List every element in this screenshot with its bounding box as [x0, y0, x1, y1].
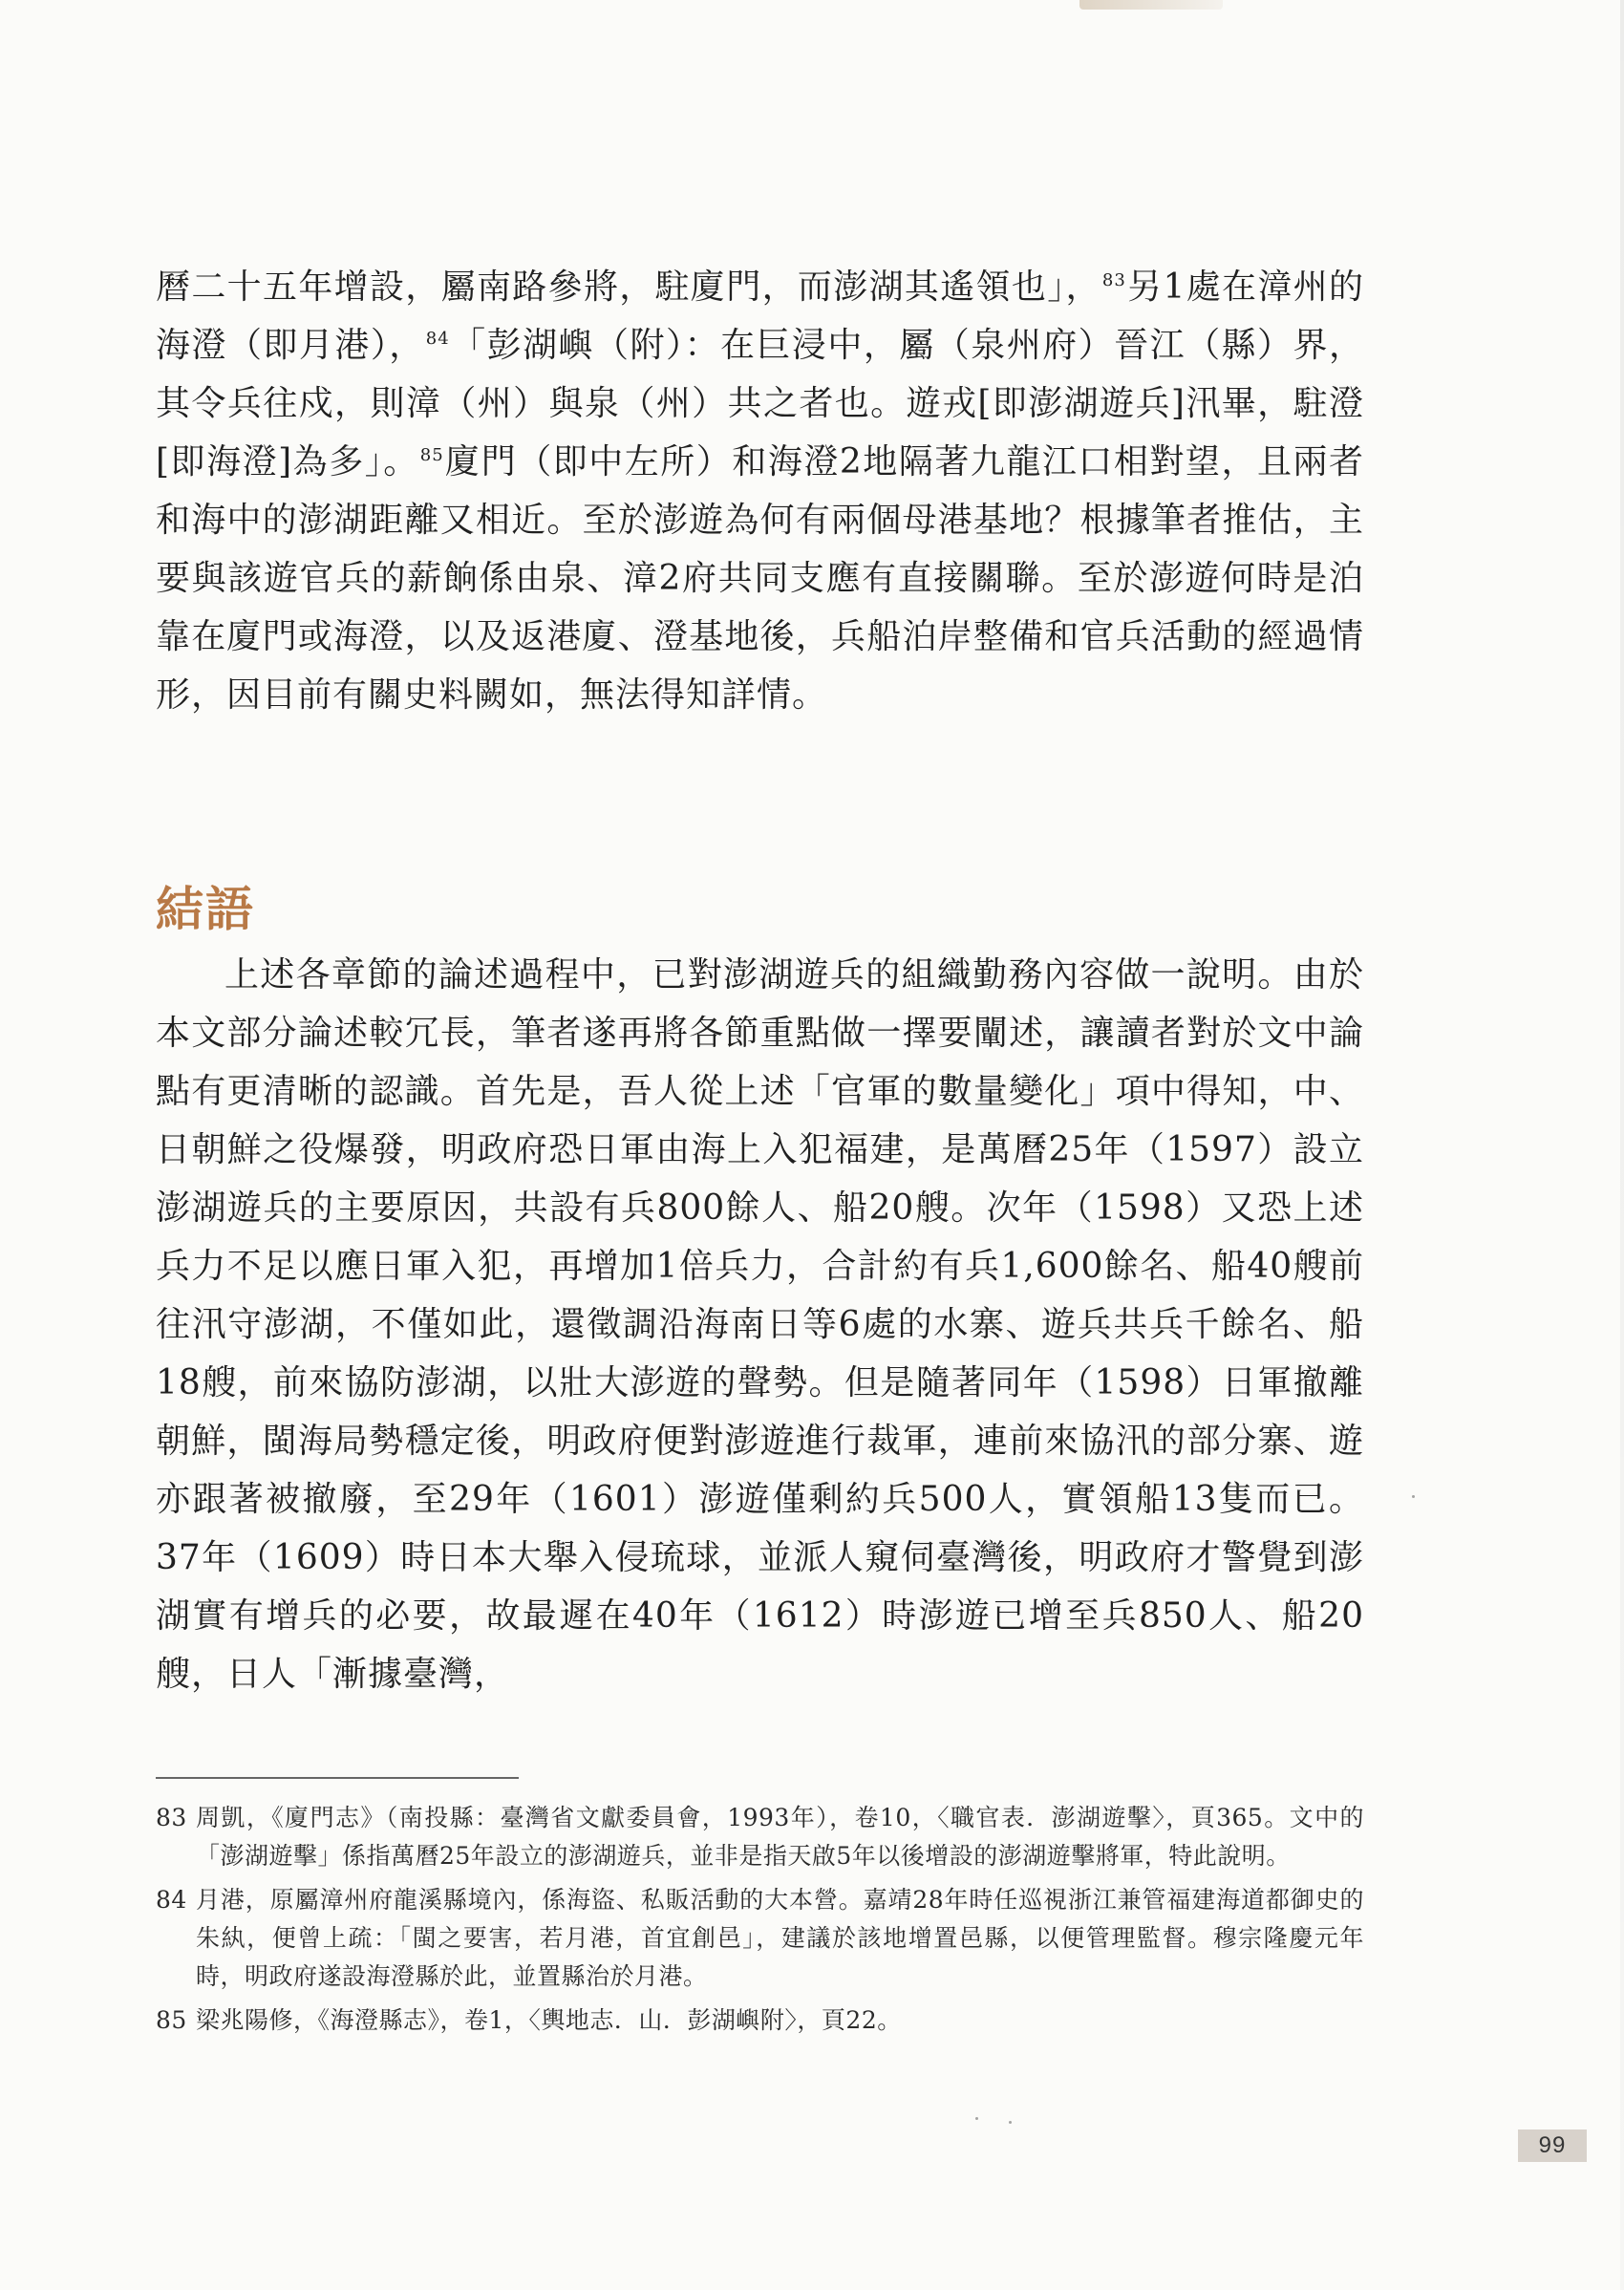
page-edge-shadow	[1620, 0, 1624, 2290]
footnote-item	[156, 1881, 1364, 1996]
footnote-number: 85	[156, 2006, 187, 2034]
conclusion-paragraph-text: 上述各章節的論述過程中，已對澎湖遊兵的組織勤務內容做一說明。由於本文部分論述較冗長，筆者遂再將各節重點做一擇要闡述，讓讀者對於文中論點有更清晰的認識。首先是，吾人從上述「官軍的數量變化」項中得知，中、日朝鮮之役爆發，明政府恐日軍由海上入犯福建，是萬曆25年（1597）設立澎湖遊兵的主要原因，共設有兵800餘人、船20艘。次年（1598）又恐上述兵力不足以應日軍入犯，再增加1倍兵力，合計約有兵1,600餘名、船40艘前往汛守澎湖，不僅如此，還徵調沿海南日等6處的水寨、遊兵共兵千餘名、船18艘，前來協防澎湖，以壯大澎遊的聲勢。但是隨著同年（1598）日軍撤離朝鮮，閩海局勢穩定後，明政府便對澎遊進行裁軍，連前來協汛的部分寨、遊亦跟著被撤廢，至29年（1601）澎遊僅剩約兵500人，實領船13隻而已。37年（1609）時日本大舉入侵琉球，並派人窺伺臺灣後，明政府才警覺到澎湖實有增兵的必要，故最遲在40年（1612）時澎遊已增至兵850人、船20艘，日人「漸據臺灣，	[156, 955, 1364, 1694]
footnote-divider	[156, 1777, 519, 1779]
footnote-item	[156, 2001, 1364, 2040]
intro-text-segment: 另1處在漳州的海澄（即月港），	[156, 268, 1364, 365]
page-number: 99	[1518, 2129, 1587, 2162]
footnote-number: 84	[156, 1886, 187, 1914]
scan-speck	[1412, 1495, 1415, 1498]
footnote-number: 83	[156, 1804, 187, 1831]
footnote-reference: 84	[425, 329, 450, 349]
footnote-item	[156, 1799, 1364, 1875]
footnote-text: 月港，原屬漳州府龍溪縣境內，係海盜、私販活動的大本營。嘉靖28年時任巡視浙江兼管福建海道都御史的朱紈，便曾上疏：「閩之要害，若月港，首宜創邑」，建議於該地增置邑縣，以便管理監督。穆宗隆慶元年時，明政府遂設海澄縣於此，並置縣治於月港。	[196, 1886, 1364, 1990]
intro-text-segment: 曆二十五年增設，屬南路參將，駐廈門，而澎湖其遙領也」，	[156, 268, 1101, 307]
scan-speck	[1009, 2121, 1012, 2124]
scan-speck	[975, 2117, 978, 2120]
intro-text-segment: 「彭湖嶼（附）：在巨浸中，屬（泉州府）晉江（縣）界，其令兵往戍，則漳（州）與泉（州）共之者也。遊戎[即澎湖遊兵]汛畢，駐澄[即海澄]為多」。	[156, 326, 1364, 482]
conclusion-paragraph	[156, 946, 1364, 1703]
footnote-reference: 85	[419, 445, 444, 465]
footnote-text: 周凱，《廈門志》（南投縣：臺灣省文獻委員會，1993年），卷10，〈職官表．澎湖遊擊〉，頁365。文中的「澎湖遊擊」係指萬曆25年設立的澎湖遊兵，並非是指天啟5年以後增設的澎湖遊擊將軍，特此說明。	[196, 1804, 1364, 1870]
intro-text-segment: 廈門（即中左所）和海澄2地隔著九龍江口相對望，且兩者和海中的澎湖距離又相近。至於澎遊為何有兩個母港基地？根據筆者推估，主要與該遊官兵的薪餉係由泉、漳2府共同支應有直接關聯。至於澎遊何時是泊靠在廈門或海澄，以及返港廈、澄基地後，兵船泊岸整備和官兵活動的經過情形，因目前有關史料闕如，無法得知詳情。	[156, 442, 1365, 715]
footnote-text: 梁兆陽修，《海澄縣志》，卷1，〈輿地志．山．彭湖嶼附〉，頁22。	[196, 2006, 902, 2034]
footnotes	[156, 1799, 1364, 2045]
intro-paragraph-text	[156, 258, 1364, 724]
intro-paragraph	[156, 258, 1364, 724]
section-heading: 結語	[156, 881, 255, 937]
footnote-reference: 83	[1101, 270, 1126, 290]
top-edge-mark	[1079, 0, 1223, 10]
